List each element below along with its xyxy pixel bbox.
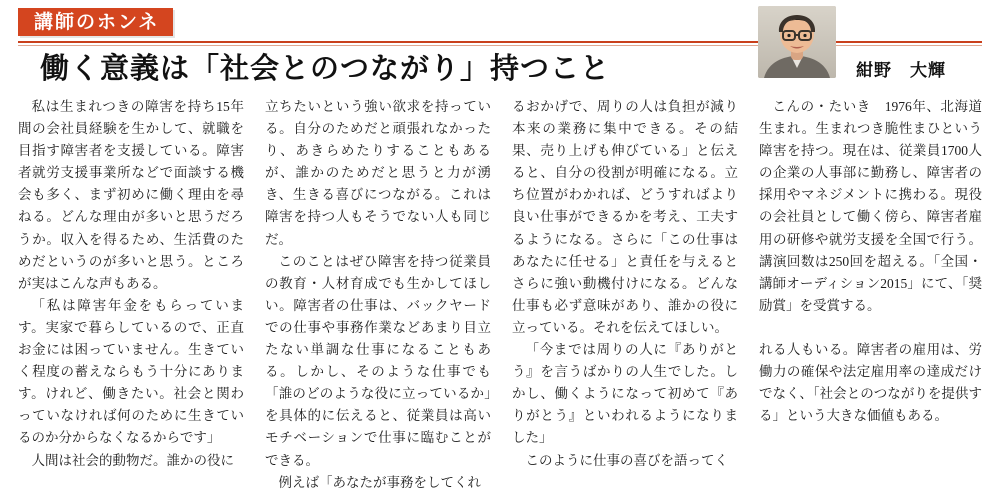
paragraph: 「今までは周りの人に『ありがとう』を言うばかりの人生でした。しかし、働くようになって初めて『ありがとう』といわれるようになりました」: [512, 342, 738, 446]
author-profile: [759, 96, 982, 317]
paragraph: 立ちたいという強い欲求を持っている。自分のためだと頑張れなかったり、あきらめたりすることもあるが、誰かのためだと思うと力が湧き、生きる喜びにつながる。これは障害を持つ人もそうでない人も同じだ。: [265, 99, 491, 247]
paragraph: 人間は社会的動物だ。誰かの役に: [31, 452, 234, 468]
paragraph: このように仕事の喜びを語ってく: [525, 452, 728, 468]
paragraph: こんの・たいき 1976年、北海道生まれ。生まれつき脆性まひという障害を持つ。現在は、従業員1700人の企業の人事部に勤務し、障害者の採用やマネジメントに携わる。現役の会社員として働く傍ら、障害者雇用の研修や就労支援を全国で行う。講演回数は250回を超える。「全国・講師オーディション2015」にて、「奨励賞」を受賞する。: [759, 99, 982, 313]
paragraph: 「私は障害年金をもらっています。実家で暮らしているので、正直お金には困っていません。生きていく程度の蓄えならもう十分にあります。けれど、働きたい。社会と関わっていなければ何のために生きているのか分からなくなるからです」: [18, 297, 244, 446]
author-byline: 紺野 大輝: [856, 61, 946, 81]
article-column-3: [512, 96, 738, 468]
paragraph: 私は生まれつきの障害を持ち15年間の会社員経験を生かして、就職を目指す障害者を支援している。障害者就労支援事業所などで面談する機会も多く、まず初めに働く理由を尋ねる。どんな理由が多いと思うだろうか。収入を得るため、生活費のためだというのが多いと思う。ところが実はこんな声もある。: [18, 99, 244, 291]
kicker-badge: 講師のホンネ: [18, 8, 173, 36]
page-title: 働く意義は「社会とのつながり」持つこと: [40, 51, 611, 85]
header-rule-thick: [18, 41, 982, 43]
kicker-row: [0, 8, 1000, 38]
article-column-2: [265, 96, 491, 490]
article-column-4: [759, 96, 982, 456]
avatar: [758, 6, 836, 78]
article-body: [18, 96, 982, 490]
portrait-photo-icon: [758, 6, 836, 78]
paragraph: るおかげで、周りの人は負担が減り本来の業務に集中できる。その結果、売り上げも伸びている」と伝えると、自分の役割が明確になる。立ち位置がわかれば、どうすればより良い仕事ができるかを考え、工夫するようになる。さらに「この仕事はあなたに任せる」と責任を与えるとさらに強い動機付けになる。どんな仕事も必ず意味があり、誰かの役に立っている。それを伝えてほしい。: [512, 99, 738, 335]
paragraph: このことはぜひ障害を持つ従業員の教育・人材育成でも生かしてほしい。障害者の仕事は、バックヤードでの仕事や事務作業などあまり目立たない単調な仕事になることもある。しかし、そのような仕事でも「誰のどのような役に立っているか」を具体的に伝えると、従業員は高いモチベーションで仕事に臨むことができる。: [265, 253, 491, 468]
article-continuation: [759, 339, 982, 427]
paragraph: れる人もいる。障害者の雇用は、労働力の確保や法定雇用率の達成だけでなく、「社会とのつながりを提供する」という大きな価値もある。: [759, 342, 982, 424]
paragraph: 例えば「あなたが事務をしてくれ: [278, 474, 481, 490]
article-column-1: [18, 96, 244, 468]
